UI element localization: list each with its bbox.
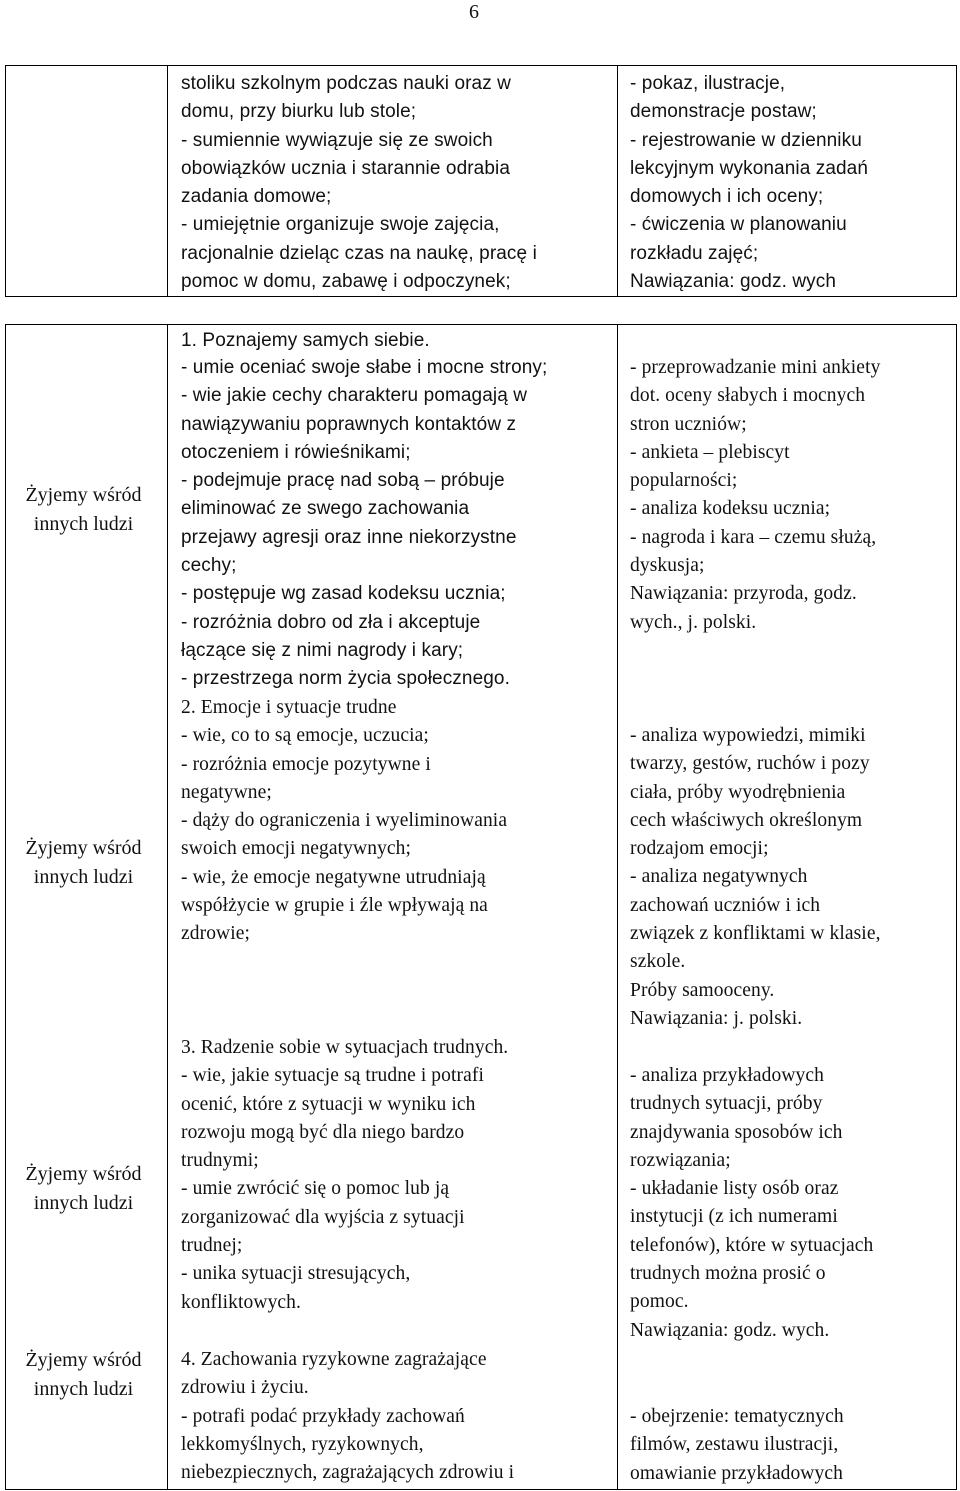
row-3-content: 2. Emocje i sytuacje trudne - wie, co to są emocje, uczucia; - rozróżnia emocje pozytywne i negatywne; - dąży do ograniczenia i wyeliminowania swoich emocji negatywnych; - wie, że emocje negatywne utrudniają współżycie w grupie i źle wpływają na zdrowie; — [181, 697, 508, 945]
row-2-methods: - przeprowadzanie mini ankiety dot. oceny słabych i mocnych stron uczniów; - ankieta – plebiscyt popularności; - analiza kodeksu ucznia; - nagroda i kara – czemu służą, dyskusja; Nawiązania: przyroda, godz. wych., j. polski. — [630, 357, 881, 633]
row-4-topic: Żyjemy wśród innych ludzi — [25, 1163, 142, 1214]
row-3-topic: Żyjemy wśród innych ludzi — [25, 837, 142, 888]
row-3-methods: - analiza wypowiedzi, mimiki twarzy, gestów, ruchów i pozy ciała, próby wyodrębnienia cech właściwych określonym rodzajom emocji; - analiza negatywnych zachowań uczniów i ich związek z konfliktami w klasie, szkole. Próby samooceny. Nawiązania: j. polski. — [630, 725, 881, 1029]
page-number: 6 — [469, 1, 479, 23]
row-1-methods: - pokaz, ilustracje, demonstracje postaw; - rejestrowanie w dzienniku lekcyjnym wykonania zadań domowych i ich oceny; - ćwiczenia w planowaniu rozkładu zajęć; Nawiązania: godz. wych — [630, 73, 869, 293]
row-4-methods: - analiza przykładowych trudnych sytuacji, próby znajdywania sposobów ich rozwiązania; - układanie listy osób oraz instytucji (z ich numerami telefonów), które w sytuacjach trudnych można prosić o pomoc. Nawiązania: godz. wych. — [630, 1065, 874, 1341]
row-5-topic: Żyjemy wśród innych ludzi — [25, 1349, 142, 1400]
row-2-heading: 1. Poznajemy samych siebie. — [181, 330, 430, 351]
row-5-methods: - obejrzenie: tematycznych filmów, zestawu ilustracji, omawianie przykładowych — [630, 1406, 844, 1484]
row-2-topic: Żyjemy wśród innych ludzi — [25, 484, 142, 535]
row-4-content: 3. Radzenie sobie w sytuacjach trudnych. - wie, jakie sytuacje są trudne i potrafi ocenić, które z sytuacji w wyniku ich rozwoju mogą być dla niego bardzo trudnymi; - umie zwrócić się o pomoc lub ją zorganizować dla wyjścia z sytuacji trudnej; - unika sytuacji stresujących, konfliktowych. — [181, 1037, 509, 1313]
row-5-content: 4. Zachowania ryzykowne zagrażające zdrowiu i życiu. - potrafi podać przykłady zachowań lekkomyślnych, ryzykownych, niebezpiecznych, zagrażających zdrowiu i — [181, 1349, 515, 1484]
row-2-content: - umie oceniać swoje słabe i mocne strony; - wie jakie cechy charakteru pomagają w nawiązywaniu poprawnych kontaktów z otoczeniem i rówieśnikami; - podejmuje pracę nad sobą – próbuje eliminować ze swego zachowania przejawy agresji oraz inne niekorzystne cechy; - postępuje wg zasad kodeksu ucznia; - rozróżnia dobro od zła i akceptuje łączące się z nimi nagrody i kary; - przestrzega norm życia społecznego. — [181, 357, 548, 690]
row-1-content: stoliku szkolnym podczas nauki oraz w domu, przy biurku lub stole; - sumiennie wywiązuje się ze swoich obowiązków ucznia i starannie odrabia zadania domowe; - umiejętnie organizuje swoje zajęcia, racjonalnie dzieląc czas na naukę, pracę i pomoc w domu, zabawę i odpoczynek; — [181, 73, 537, 293]
